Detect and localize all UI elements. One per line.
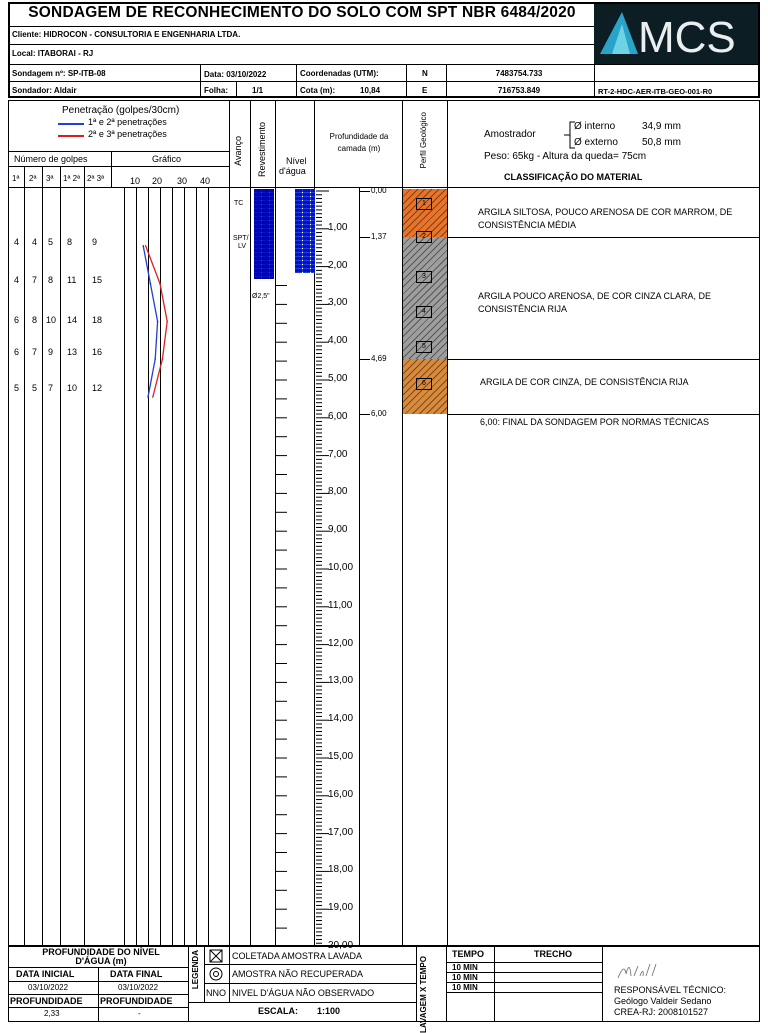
layer-1-description: ARGILA SILTOSA, POUCO ARENOSA DE COR MARROM, DE CONSISTÊNCIA MÉDIA — [478, 207, 733, 230]
nivel-label: Nível — [286, 156, 307, 166]
blow-s23: 16 — [92, 347, 103, 357]
layer-marker — [360, 414, 370, 415]
depth-label: 2,00 — [328, 259, 348, 271]
lavagem-tempo-label: LAVAGEM X TEMPO — [419, 956, 428, 1033]
blow-g3: 9 — [48, 347, 54, 357]
tempo-3: 10 MIN — [452, 983, 478, 992]
blow-g3: 10 — [46, 315, 57, 325]
d-externo-value: 50,8 mm — [642, 137, 681, 148]
depth-label: 4,00 — [328, 335, 348, 347]
numero-golpes-label: Número de golpes — [14, 154, 88, 164]
crea-number: CREA-RJ: 2008101527 — [614, 1007, 709, 1017]
divider — [494, 946, 495, 1022]
blow-g1: 6 — [14, 315, 20, 325]
profundidade-value-1: 2,33 — [44, 1009, 60, 1018]
legenda-label: LEGENDA — [191, 950, 200, 990]
col-sep — [24, 166, 25, 946]
blow-g2: 8 — [32, 315, 38, 325]
blow-g1: 5 — [14, 383, 20, 393]
divider — [446, 946, 447, 1022]
series2-swatch — [58, 135, 84, 137]
profundidade-label-2: PROFUNDIDADE — [100, 996, 173, 1006]
spt-chart — [112, 188, 229, 945]
layer-depth-2: 4,69 — [371, 354, 387, 363]
series-2-point-5 — [152, 396, 154, 398]
depth-label: 1,00 — [328, 221, 348, 233]
n-value: 7483754.733 — [495, 69, 543, 78]
legend-nao-recuperada: AMOSTRA NÃO RECUPERADA — [232, 969, 364, 979]
series-2-point-3 — [166, 321, 168, 323]
blow-s23: 12 — [92, 383, 103, 393]
divider — [416, 946, 417, 1022]
classificacao-header: CLASSIFICAÇÃO DO MATERIAL — [504, 172, 643, 182]
col-header-1: 1ª — [12, 174, 20, 183]
col-header-4: 1ª 2ª — [63, 174, 81, 183]
depth-scale — [250, 188, 402, 945]
series-1-point-3 — [157, 321, 159, 323]
cliente-field: Cliente: HIDROCON - CONSULTORIA E ENGENHARIA LTDA. — [12, 30, 241, 39]
series-1-point-2 — [150, 283, 152, 285]
legend-nno-symbol: NNO — [206, 988, 226, 998]
peso-label: Peso: 65kg - Altura da queda= 75cm — [484, 151, 647, 162]
depth-label: 18,00 — [328, 864, 354, 876]
blow-g2: 5 — [32, 383, 38, 393]
blow-g2: 7 — [32, 275, 38, 285]
divider — [229, 946, 230, 1002]
data-field: Data: 03/10/2022 — [204, 70, 267, 79]
series1-label: 1ª e 2ª penetrações — [88, 117, 167, 127]
legend-nivel-nao-observado: NIVEL D'ÁGUA NÃO OBSERVADO — [232, 988, 375, 998]
layer-boundary — [447, 359, 760, 360]
data-inicial-value: 03/10/2022 — [28, 983, 69, 992]
avanco-lv: LV — [238, 243, 247, 250]
col-sep — [229, 100, 230, 946]
legend-lavada: COLETADA AMOSTRA LAVADA — [232, 951, 363, 961]
divider — [188, 1002, 416, 1003]
blow-g1: 4 — [14, 275, 20, 285]
series-1-point-5 — [147, 396, 149, 398]
avanco-tc: TC — [234, 200, 244, 207]
layer-marker — [360, 191, 370, 192]
sondador-field: Sondador: Aldair — [12, 86, 77, 95]
tempo-2: 10 MIN — [452, 973, 478, 982]
col-header-2: 2ª — [29, 174, 37, 183]
divider — [204, 964, 416, 965]
revestimento-diametro: Ø2,5" — [252, 293, 270, 300]
depth-label: 8,00 — [328, 486, 348, 498]
depth-label: 16,00 — [328, 788, 354, 800]
depth-label: 7,00 — [328, 448, 348, 460]
depth-label: 11,00 — [328, 599, 353, 611]
divider — [8, 994, 188, 995]
col-sep — [42, 166, 43, 946]
sample-box: 3 — [416, 271, 432, 283]
logo — [594, 4, 758, 64]
col-sep — [84, 166, 85, 946]
divider — [8, 151, 229, 152]
depth-label: 5,00 — [328, 373, 348, 384]
logo-graphic — [594, 4, 758, 64]
e-label: E — [422, 86, 428, 95]
series-line-1 — [143, 246, 157, 397]
dagua-label: d'água — [279, 166, 306, 176]
profundidade-label-1: PROFUNDIDADE — [10, 996, 83, 1006]
grafico-label: Gráfico — [152, 154, 182, 164]
layer-marker — [360, 237, 370, 238]
scale-10: 10 — [130, 176, 141, 186]
scale-40: 40 — [200, 176, 211, 186]
series-1-point-4 — [154, 358, 156, 360]
layer-3-description: ARGILA DE COR CINZA, DE CONSISTÊNCIA RIJA — [480, 377, 689, 387]
divider — [8, 64, 760, 65]
trecho-header: TRECHO — [534, 949, 572, 959]
no-recovery-icon — [209, 967, 223, 981]
blow-g2: 4 — [32, 237, 38, 247]
cota-label: Cota (m): — [300, 86, 336, 95]
col-header-3: 3ª — [46, 174, 54, 183]
divider — [8, 1007, 188, 1008]
series-2-point-1 — [145, 245, 147, 247]
series-line-2 — [146, 246, 168, 397]
cota-value: 10,84 — [360, 86, 381, 95]
depth-label: 10,00 — [328, 562, 354, 573]
end-note: 6,00: FINAL DA SONDAGEM POR NORMAS TÉCNICAS — [480, 417, 710, 427]
layer-depth-3: 6,00 — [371, 409, 387, 418]
divider — [188, 946, 189, 1022]
blow-g2: 7 — [32, 347, 38, 357]
blow-g1: 4 — [14, 237, 20, 247]
blow-g1: 6 — [14, 347, 20, 357]
depth-label: 20,00 — [328, 940, 354, 951]
revestimento-header: Revestimento — [257, 122, 267, 178]
divider — [111, 151, 112, 187]
blow-s23: 18 — [92, 315, 103, 325]
local-field: Local: ITABORAI - RJ — [12, 49, 94, 58]
profundidade-header: Profundidade da camada (m) — [329, 132, 389, 153]
d-interno-label: Ø interno — [574, 121, 616, 132]
series-2-point-4 — [162, 358, 164, 360]
blow-g3: 5 — [48, 237, 54, 247]
folha-label: Folha: — [204, 86, 228, 95]
blow-s12: 13 — [67, 347, 78, 357]
sondagem-field: Sondagem nº: SP-ITB-08 — [12, 69, 106, 78]
depth-label: 6,00 — [328, 410, 348, 422]
layer-depth-1: 1,37 — [371, 232, 387, 241]
logo-text: MCS — [638, 13, 736, 62]
sample-box: 6 — [416, 378, 432, 390]
layer-2-description: ARGILA POUCO ARENOSA, DE COR CINZA CLARA, DE CONSISTÊNCIA RIJA — [478, 291, 712, 314]
blow-g3: 7 — [48, 383, 54, 393]
sample-box: 5 — [416, 341, 432, 353]
blow-s12: 10 — [67, 383, 78, 393]
amostrador-label: Amostrador — [484, 129, 536, 140]
divider — [8, 81, 760, 82]
page-title: SONDAGEM DE RECONHECIMENTO DO SOLO COM SPT NBR 6484/2020 — [28, 4, 576, 21]
layer-marker — [360, 359, 370, 360]
divider — [236, 81, 237, 98]
layer-boundary — [447, 237, 760, 238]
coordenadas-label: Coordenadas (UTM): — [300, 69, 379, 78]
scale-30: 30 — [177, 176, 188, 186]
col-sep — [60, 166, 61, 946]
escala-label: ESCALA: — [258, 1006, 298, 1016]
depth-label: 13,00 — [328, 675, 354, 687]
blow-s23: 9 — [92, 237, 98, 247]
data-final-label: DATA FINAL — [110, 969, 163, 979]
divider — [8, 26, 594, 27]
avanco-header: Avanço — [233, 136, 243, 166]
avanco-spt: SPT/ — [233, 235, 249, 242]
tempo-header: TEMPO — [452, 949, 485, 959]
divider — [8, 44, 594, 45]
series2-label: 2ª e 3ª penetrações — [88, 129, 167, 139]
divider — [8, 981, 188, 982]
scale-20: 20 — [152, 176, 163, 186]
n-label: N — [422, 69, 428, 78]
perfil-header: Perfil Geológico — [419, 112, 428, 169]
data-inicial-label: DATA INICIAL — [16, 969, 75, 979]
depth-label: 12,00 — [328, 637, 354, 649]
series1-swatch — [58, 123, 84, 125]
doc-code: RT-2-HDC-AER-ITB-GEO-001-R0 — [598, 87, 713, 96]
penetracao-label: Penetração (golpes/30cm) — [62, 105, 180, 116]
blow-s23: 15 — [92, 275, 103, 285]
signature — [616, 960, 664, 982]
blow-s12: 11 — [67, 275, 77, 285]
blow-s12: 8 — [67, 237, 73, 247]
depth-label: 9,00 — [328, 524, 348, 536]
folha-value: 1/1 — [252, 86, 264, 95]
depth-label: 14,00 — [328, 713, 354, 725]
prof-nivel-title: PROFUNDIDADE DO NÍVEL D'ÁGUA (m) — [42, 947, 160, 966]
lavada-sample-icon — [209, 949, 223, 963]
divider — [204, 946, 205, 1002]
profundidade-value-2: - — [138, 1009, 141, 1018]
layer-boundary — [447, 414, 760, 415]
col-sep — [359, 188, 360, 946]
depth-label: 19,00 — [328, 902, 354, 914]
layer-depth-0: 0,00 — [371, 186, 387, 195]
d-interno-value: 34,9 mm — [642, 121, 681, 132]
tempo-1: 10 MIN — [452, 963, 478, 972]
divider — [204, 983, 416, 984]
sample-box: 2 — [416, 231, 432, 243]
geologo-name: Geólogo Valdeir Sedano — [614, 996, 712, 1006]
col-header-5: 2ª 3ª — [87, 174, 105, 183]
col-sep — [447, 100, 448, 946]
e-value: 716753.849 — [497, 86, 541, 95]
d-externo-label: Ø externo — [574, 137, 618, 148]
depth-label: 17,00 — [328, 826, 354, 838]
series-2-point-2 — [159, 283, 161, 285]
divider — [446, 992, 602, 993]
sample-box: 4 — [416, 306, 432, 318]
series-1-point-1 — [142, 245, 144, 247]
escala-value: 1:100 — [317, 1006, 341, 1016]
depth-label: 15,00 — [328, 751, 354, 762]
blow-g3: 8 — [48, 275, 54, 285]
depth-label: 3,00 — [328, 297, 348, 309]
data-final-value: 03/10/2022 — [118, 983, 159, 992]
blow-s12: 14 — [67, 315, 78, 325]
layer-1-profile — [403, 189, 447, 237]
divider — [602, 946, 603, 1022]
sample-box: 1 — [416, 198, 432, 210]
responsavel-label: RESPONSÁVEL TÉCNICO: — [614, 985, 727, 995]
